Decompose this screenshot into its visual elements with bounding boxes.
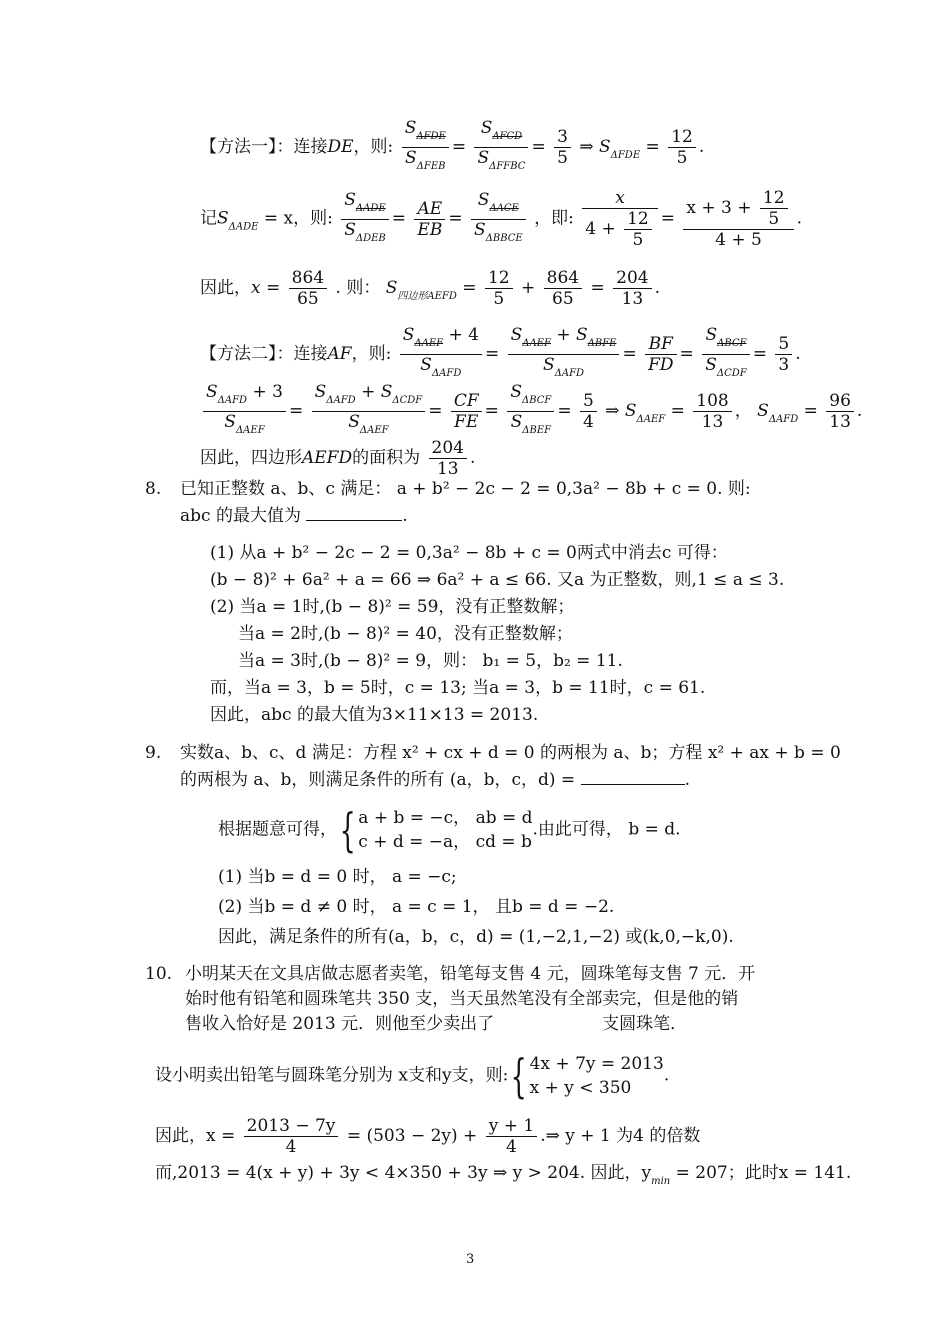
method1-heading: 【方法一】：连接 <box>200 137 328 157</box>
q8-solution-4: 当a = 2时,(b − 8)² = 40，没有正整数解； <box>238 624 573 644</box>
q10-equation-system: 4x + 7y = 2013 x + y < 350 <box>529 1054 664 1098</box>
question-9-line-2: 的两根为 a、b，则满足条件的所有 (a，b，c，d) = . <box>180 770 690 790</box>
left-brace-icon: { <box>510 1049 528 1103</box>
question-8-number: 8. <box>145 479 162 499</box>
q9-solution-2: (1) 当b = d = 0 时， a = −c; <box>218 867 457 887</box>
page-number: 3 <box>466 1252 475 1267</box>
question-9-line-1: 实数a、b、c、d 满足：方程 x² + cx + d = 0 的两根为 a、b；方程 x² + ax + b = 0 <box>180 743 841 763</box>
q8-solution-3: (2) 当a = 1时,(b − 8)² = 59，没有正整数解； <box>210 597 575 617</box>
q10-solution-1: 设小明卖出铅笔与圆珠笔分别为 x支和y支，则:{ 4x + 7y = 2013 x + y < 350 . <box>155 1049 670 1103</box>
method1-frac-1: $\frac{S_{\Delta FDE}}{S_{\Delta FEB}}$ <box>402 118 449 177</box>
line2-frac-3: $\frac{S_{\Delta ACE}}{S_{\Delta BBCE}}$ <box>471 190 526 249</box>
left-brace-icon: { <box>339 803 356 857</box>
answer-blank <box>581 770 685 785</box>
question-8-line-1: 已知正整数 a、b、c 满足： a + b² − 2c − 2 = 0,3a² − 8b + c = 0. 则: <box>180 479 751 499</box>
line2-frac-4: x 4 + $\frac{12}{5}$ <box>582 188 658 250</box>
q8-solution-6: 而，当a = 3，b = 5时，c = 13; 当a = 3，b = 11时，c = 61. <box>210 678 706 698</box>
method2-line-2: $\frac{S_{\Delta AFD} + 3}{S_{\Delta AEF}}$ = $\frac{S_{\Delta AFD} + S_{\Delta CDF}}{S_{\Delta AEF}}$ = $\frac{CF}{FE}$ = $\frac{S_{\Delta BCF}}{S_{\Delta BEF}}$ = $\frac{5}{4}$ ⇒ $S_{\Delta AEF}$ = $\frac{108}{13}$ ， $S_{\Delta AFD}$ = $\frac{96}{13}$ . <box>200 382 862 441</box>
line2-frac-2: $\frac{AE}{EB}$ <box>414 199 445 240</box>
method1-line: 【方法一】：连接DE，则: $\frac{S_{\Delta FDE}}{S_{\Delta FEB}}$ = $\frac{S_{\Delta FCD}}{S_{\Delta FFBC}}$ = $\frac{3}{5}$ ⇒ $S_{\Delta FDE}$ = $\frac{12}{5}$ . <box>200 118 704 177</box>
q10-solution-2: 因此，x = $\frac{2013 - 7y}{4}$ = (503 − 2y) + $\frac{y + 1}{4}$ .⇒ y + 1 为4 的倍数 <box>155 1116 701 1157</box>
question-8-line-2: abc 的最大值为 . <box>180 506 408 526</box>
method1-line-2: 记$S_{\Delta ADE} = x$，则: $\frac{S_{\Delta ADE}}{S_{\Delta DEB}}$ = $\frac{AE}{EB}$ = $\frac{S_{\Delta ACE}}{S_{\Delta BBCE}}$ ，即: x 4 + $\frac{12}{5}$ = x + 3 + $\frac{12}{5}$ 4 + 5 . <box>200 188 802 250</box>
q9-solution-3: (2) 当b = d ≠ 0 时， a = c = 1， 且b = d = −2. <box>218 897 615 917</box>
q9-equation-system: a + b = −c， ab = d c + d = −a， cd = b <box>358 808 533 852</box>
line2-frac-5: x + 3 + $\frac{12}{5}$ 4 + 5 <box>683 188 793 250</box>
method1-de: DE <box>327 137 354 157</box>
q8-solution-7: 因此，abc 的最大值为3×11×13 = 2013. <box>210 705 539 725</box>
method1-result-frac: $\frac{12}{5}$ <box>668 127 696 168</box>
method1-then: ，则: <box>353 137 394 157</box>
method1-frac-2: $\frac{S_{\Delta FCD}}{S_{\Delta FFBC}}$ <box>474 118 528 177</box>
question-9-number: 9. <box>145 743 162 763</box>
question-10-number: 10. <box>145 964 173 984</box>
line2-frac-1: $\frac{S_{\Delta ADE}}{S_{\Delta DEB}}$ <box>341 190 389 249</box>
answer-blank <box>306 506 402 521</box>
method2-heading: 【方法二】：连接 <box>200 344 328 364</box>
q9-solution-1: 根据题意可得，{ a + b = −c， ab = d c + d = −a， cd = b .由此可得， b = d. <box>218 803 681 857</box>
question-10-line-3: 售收入恰好是 2013 元．则他至少卖出了 支圆珠笔． <box>185 1014 688 1034</box>
question-10-line-2: 始时他有铅笔和圆珠笔共 350 支，当天虽然笔没有全部卖完，但是他的销 <box>185 989 739 1009</box>
method1-frac-3: $\frac{3}{5}$ <box>554 127 571 168</box>
q10-solution-3: 而,2013 = 4(x + y) + 3y < 4×350 + 3y ⇒ y > 204. 因此，$y_{min} = 207$；此时x = 141. <box>155 1163 852 1187</box>
q9-solution-4: 因此，满足条件的所有(a，b，c，d) = (1,−2,1,−2) 或(k,0,−k,0). <box>218 927 734 947</box>
q8-solution-5: 当a = 3时,(b − 8)² = 9，则： b₁ = 5，b₂ = 11. <box>238 651 623 671</box>
q8-solution-1: (1) 从a + b² − 2c − 2 = 0,3a² − 8b + c = 0两式中消去c 可得： <box>210 543 728 563</box>
method2-line: 【方法二】：连接AF，则: $\frac{S_{\Delta AEF} + 4}{S_{\Delta AFD}}$ = $\frac{S_{\Delta AEF} + S_{\Delta BFE}}{S_{\Delta AFD}}$ = $\frac{BF}{FD}$ = $\frac{S_{\Delta BCF}}{S_{\Delta CDF}}$ = $\frac{5}{3}$ . <box>200 325 801 379</box>
question-10-line-1: 小明某天在文具店做志愿者卖笔，铅笔每支售 4 元，圆珠笔每支售 7 元．开 <box>185 964 756 984</box>
method1-line-3: 因此，x = $\frac{864}{65}$ . 则： $S_{四边形AEFD}$ = $\frac{12}{5}$ + $\frac{864}{65}$ = $\frac{204}{13}$ . <box>200 268 661 309</box>
method2-conclusion: 因此，四边形AEFD的面积为 $\frac{204}{13}$ . <box>200 438 476 479</box>
q8-solution-2: (b − 8)² + 6a² + a = 66 ⇒ 6a² + a ≤ 66. 又a 为正整数，则,1 ≤ a ≤ 3. <box>210 570 785 590</box>
